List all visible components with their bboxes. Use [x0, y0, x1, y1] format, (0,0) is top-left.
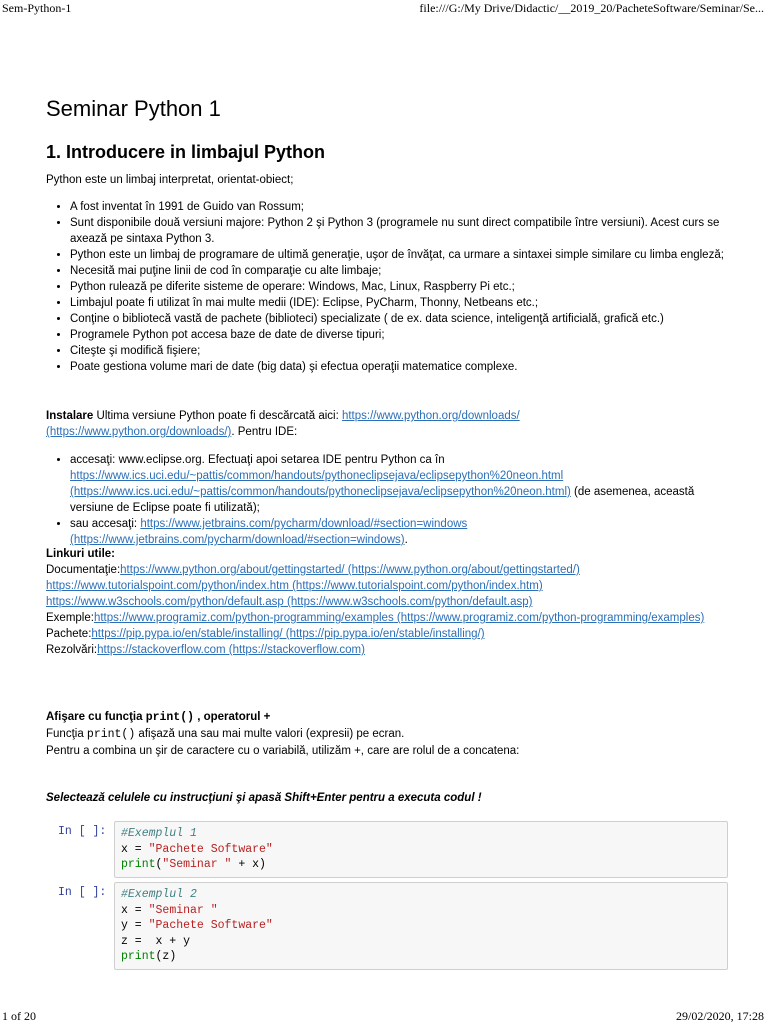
list-item: • Necesită mai puţine linii de cod în comparaţie cu alte limbaje;: [70, 263, 730, 279]
packages-link[interactable]: https://pip.pypa.io/en/stable/installing/: [91, 628, 283, 640]
python-download-link[interactable]: https://www.python.org/downloads/: [341, 410, 520, 422]
document-title: Sem-Python-1: [2, 1, 72, 15]
ide-list: [46, 452, 720, 548]
list-item: • Limbajul poate fi utilizat în mai multe medii (IDE): Eclipse, PyCharm, Thonny, Netbeans etc.;: [70, 295, 730, 311]
print-header: [0, 0, 768, 16]
code-string: "Pachete Software": [148, 919, 273, 932]
tutorialspoint-link-full[interactable]: (https://www.tutorialspoint.com/python/index.htm): [288, 580, 543, 592]
code-text: (: [155, 858, 163, 871]
doc-link-full[interactable]: (https://www.python.org/about/gettingstarted/): [344, 564, 580, 576]
list-item: • Poate gestiona volume mari de date (big data) şi efectua operaţii matematice complexe.: [70, 359, 730, 375]
features-list: [46, 199, 730, 375]
list-item: • Python rulează pe diferite sisteme de operare: Windows, Mac, Linux, Raspberry Pi etc.;: [70, 279, 730, 295]
print-line-1-code: print(): [86, 728, 136, 741]
code-string: "Seminar ": [148, 903, 218, 917]
print-line-2: Pentru a combina un şir de caractere cu o variabilă, utilizăm +, care are rolul de a concatena:: [46, 745, 520, 757]
print-line-1: [46, 726, 706, 743]
install-after: . Pentru IDE:: [231, 426, 298, 438]
eclipse-text: accesaţi: www.eclipse.org. Efectuaţi apoi setarea IDE pentru Python ca în: [70, 454, 445, 466]
code-keyword: print: [121, 950, 156, 963]
code-text: y =: [121, 919, 149, 932]
code-editor[interactable]: [114, 821, 728, 878]
solutions-line: [46, 642, 706, 658]
cell-prompt: In [ ]:: [58, 825, 107, 838]
links-heading: Linkuri utile:: [46, 548, 115, 560]
doc-link[interactable]: https://www.python.org/about/gettingstarted/: [120, 564, 345, 576]
print-line-1-text: Funcţia: [46, 728, 87, 740]
print-datetime: 29/02/2020, 17:28: [675, 1009, 764, 1023]
examples-label: Exemple:: [46, 612, 94, 624]
list-item: • Citeşte şi modifică fişiere;: [70, 343, 730, 359]
list-item: • Conţine o bibliotecă vastă de pachete (biblioteci) specializate ( de ex. data science, inteligenţă artificială, grafică etc.): [70, 311, 730, 327]
useful-links: [46, 546, 706, 658]
intro-text: Python este un limbaj interpretat, orientat-obiect;: [46, 174, 294, 186]
packages-label: Pachete:: [46, 628, 92, 640]
print-footer: [0, 1008, 768, 1024]
code-cell-1[interactable]: [46, 821, 726, 871]
code-text: x =: [121, 903, 149, 917]
list-item: • Python este un limbaj de programare de ultimă generaţie, uşor de învăţat, ca urmare a sintaxei simple similare cu limba engleză;: [70, 247, 730, 263]
w3schools-link[interactable]: https://www.w3schools.com/python/default.asp: [46, 596, 284, 608]
pycharm-after: .: [404, 534, 408, 546]
examples-line: [46, 610, 706, 626]
print-heading-code: print(): [145, 711, 195, 724]
list-item: [70, 452, 720, 516]
code-keyword: print: [121, 858, 156, 871]
print-line-1-tail: afişază una sau mai multe valori (expresii) pe ecran.: [135, 728, 405, 740]
code-text: z = x + y: [121, 934, 191, 948]
code-text: (z): [155, 950, 177, 963]
w3schools-line: [46, 594, 706, 610]
solutions-label: Rezolvări:: [46, 644, 98, 656]
solutions-link[interactable]: https://stackoverflow.com: [97, 644, 226, 656]
examples-link[interactable]: https://www.programiz.com/python-programming/examples: [93, 612, 394, 624]
code-text: + x): [231, 858, 266, 871]
code-cell-2[interactable]: [46, 882, 726, 962]
list-item: • Programele Python pot accesa baze de date de diverse tipuri;: [70, 327, 730, 343]
eclipse-setup-link-full[interactable]: (https://www.ics.uci.edu/~pattis/common/handouts/pythoneclipsejava/eclipsepython%20neon.html): [70, 486, 571, 498]
print-heading-tail: , operatorul +: [194, 711, 271, 723]
code-string: "Pachete Software": [148, 842, 273, 856]
pycharm-link[interactable]: https://www.jetbrains.com/pycharm/download/#section=windows: [140, 518, 468, 530]
pycharm-link-full[interactable]: (https://www.jetbrains.com/pycharm/download/#section=windows): [70, 534, 405, 546]
code-string: "Seminar ": [162, 858, 232, 871]
page-title: Seminar Python 1: [46, 96, 221, 121]
install-text: Ultima versiune Python poate fi descărcată aici:: [93, 410, 342, 422]
documentation-line: [46, 562, 706, 578]
w3schools-link-full[interactable]: (https://www.w3schools.com/python/default.asp): [283, 596, 533, 608]
pycharm-text: sau accesaţi:: [70, 518, 141, 530]
print-heading-text: Afişare cu funcţia: [46, 711, 146, 723]
examples-link-full[interactable]: (https://www.programiz.com/python-programming/examples): [393, 612, 705, 624]
install-paragraph: [46, 408, 696, 440]
section-heading: 1. Introducere in limbajul Python: [46, 142, 326, 162]
code-comment: #Exemplul 2: [121, 888, 197, 901]
list-item: • A fost inventat în 1991 de Guido van Rossum;: [70, 199, 730, 215]
tutorialspoint-line: [46, 578, 706, 594]
eclipse-setup-link[interactable]: https://www.ics.uci.edu/~pattis/common/handouts/pythoneclipsejava/eclipsepython%20neon.html: [70, 470, 564, 482]
packages-line: [46, 626, 706, 642]
instruction-text: Selectează celulele cu instrucţiuni şi apasă Shift+Enter pentru a executa codul !: [46, 792, 482, 804]
cell-prompt: In [ ]:: [58, 886, 107, 899]
eclipse-after: (de asemenea, această versiune de Eclipse poate fi utilizată);: [70, 486, 695, 514]
code-comment: #Exemplul 1: [121, 827, 197, 840]
solutions-link-full[interactable]: (https://stackoverflow.com): [225, 644, 365, 656]
print-section: [46, 709, 706, 759]
packages-link-full[interactable]: (https://pip.pypa.io/en/stable/installing/): [282, 628, 485, 640]
list-item: • Sunt disponibile două versiuni majore: Python 2 şi Python 3 (programele nu sunt direct compatibile între versiuni). Acest curs se axează pe sintaxa Python 3.: [70, 215, 730, 247]
page-number: 1 of 20: [2, 1009, 36, 1023]
install-label: Instalare: [46, 410, 94, 422]
code-text: x =: [121, 842, 149, 856]
file-path: file:///G:/My Drive/Didactic/__2019_20/PacheteSoftware/Seminar/Se...: [419, 1, 764, 15]
doc-label: Documentaţie:: [46, 564, 121, 576]
code-editor[interactable]: [114, 882, 728, 970]
python-download-link-full[interactable]: (https://www.python.org/downloads/): [46, 426, 232, 438]
list-item: [70, 516, 720, 548]
tutorialspoint-link[interactable]: https://www.tutorialspoint.com/python/index.htm: [46, 580, 289, 592]
print-heading: [46, 709, 706, 726]
